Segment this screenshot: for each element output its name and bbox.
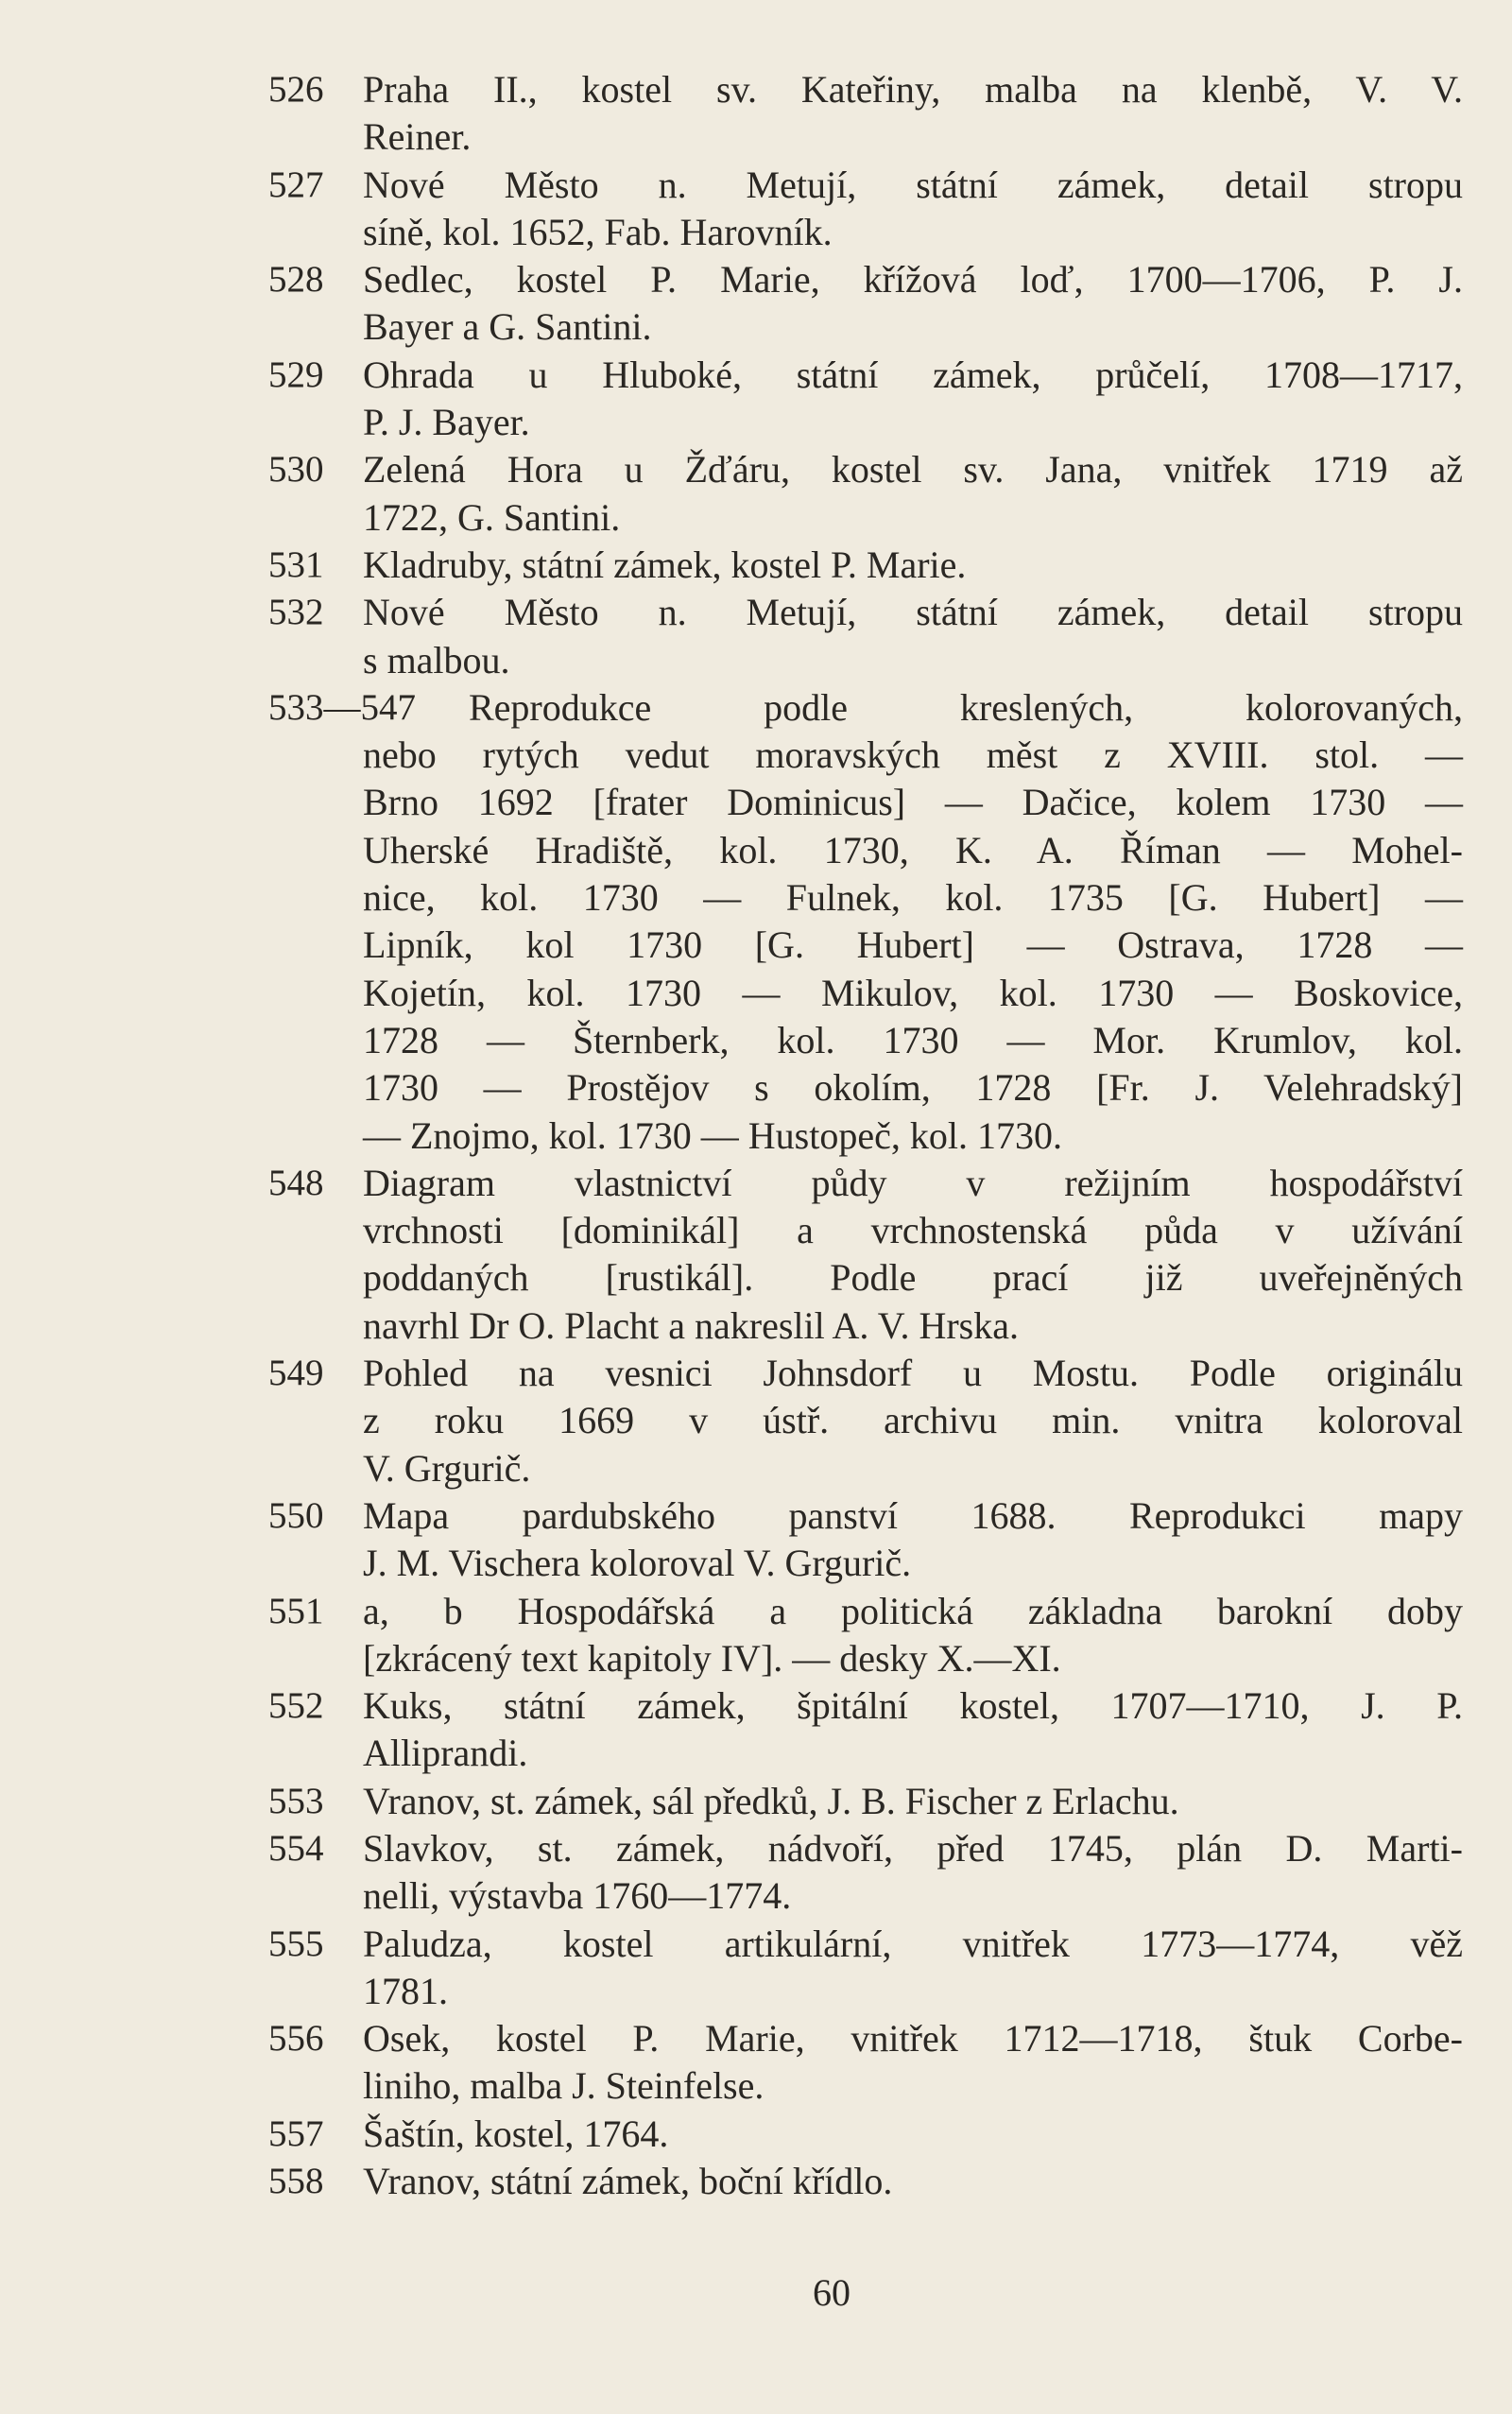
caption-line: J. M. Vischera koloroval V. Grgurič. [363, 1542, 912, 1585]
caption-line: Sedlec, kostel P. Marie, křížová loď, 1700—1706, P. J. [363, 258, 1463, 302]
caption-line: Pohled na vesnici Johnsdorf u Mostu. Podle originálu [363, 1352, 1463, 1395]
figure-number: 530 [268, 449, 324, 491]
caption-line: Kladruby, státní zámek, kostel P. Marie. [363, 543, 967, 586]
caption-line: Mapa pardubského panství 1688. Reprodukci mapy [363, 1493, 1463, 1537]
caption-entry [0, 542, 1512, 589]
caption-entry [0, 1492, 1512, 1588]
figure-number: 529 [268, 353, 324, 395]
caption-entry [0, 1778, 1512, 1825]
caption-line: vrchnosti [dominikál] a vrchnostenská půda v užívání [363, 1209, 1463, 1252]
caption-line: Paludza, kostel artikulární, vnitřek 1773—1774, věž [363, 1922, 1463, 1965]
caption-line: 1728 — Šternberk, kol. 1730 — Mor. Krumlov, kol. [363, 1018, 1463, 1061]
caption-line: Slavkov, st. zámek, nádvoří, před 1745, plán D. Marti- [363, 1826, 1463, 1870]
caption-entry [0, 1588, 1512, 1683]
caption-line: poddaných [rustikál]. Podle prací již uveřejněných [363, 1256, 1463, 1300]
figure-number: 558 [268, 2161, 324, 2202]
figure-number: 557 [268, 2112, 324, 2154]
caption-line: Alliprandi. [363, 1732, 528, 1775]
caption-line: Diagram vlastnictví půdy v režijním hospodářství [363, 1161, 1463, 1204]
figure-number: 553 [268, 1780, 324, 1821]
caption-entry [0, 1825, 1512, 1921]
caption-line: Šaštín, kostel, 1764. [363, 2112, 669, 2155]
figure-number: 528 [268, 259, 324, 301]
caption-line: Brno 1692 [frater Dominicus] — Dačice, kolem 1730 — [363, 781, 1463, 824]
caption-line: Osek, kostel P. Marie, vnitřek 1712—1718, štuk Corbe- [363, 2017, 1463, 2061]
caption-entry [0, 162, 1512, 257]
figure-number: 549 [268, 1353, 324, 1394]
caption-line: — Znojmo, kol. 1730 — Hustopeč, kol. 1730. [363, 1113, 1062, 1157]
caption-entry [0, 589, 1512, 684]
caption-line: Lipník, kol 1730 [G. Hubert] — Ostrava, 1728 — [363, 923, 1463, 967]
caption-entry [0, 1682, 1512, 1778]
caption-entry [0, 66, 1512, 162]
caption-line: P. J. Bayer. [363, 401, 530, 444]
figure-number: 551 [268, 1590, 324, 1631]
figure-number: 552 [268, 1685, 324, 1727]
caption-line: Uherské Hradiště, kol. 1730, K. A. Říman — Mohel- [363, 828, 1463, 871]
caption-line: síně, kol. 1652, Fab. Harovník. [363, 210, 833, 253]
caption-line: a, b Hospodářská a politická základna barokní doby [363, 1589, 1463, 1632]
figure-number: 531 [268, 543, 324, 585]
caption-line: Vranov, státní zámek, boční křídlo. [363, 2160, 893, 2203]
figure-number: 532 [268, 592, 324, 633]
caption-entry [0, 2111, 1512, 2158]
caption-line: 1781. [363, 1969, 448, 2012]
caption-line: liniho, malba J. Steinfelse. [363, 2064, 765, 2108]
figure-number: 550 [268, 1494, 324, 1536]
caption-line: Ohrada u Hluboké, státní zámek, průčelí, 1708—1717, [363, 353, 1463, 396]
caption-line: navrhl Dr O. Placht a nakreslil A. V. Hrska. [363, 1303, 1019, 1347]
caption-entry [0, 1921, 1512, 2016]
caption-line: 1730 — Prostějov s okolím, 1728 [Fr. J. Velehradský] [363, 1066, 1463, 1110]
figure-number: 556 [268, 2018, 324, 2060]
figure-number: 548 [268, 1162, 324, 1203]
page-number: 60 [813, 2271, 850, 2314]
caption-line: nebo rytých vedut moravských měst z XVIII. stol. — [363, 733, 1463, 777]
caption-line: nelli, výstavba 1760—1774. [363, 1874, 792, 1918]
caption-line: Bayer a G. Santini. [363, 305, 652, 349]
figure-number: 533—547 [268, 686, 416, 728]
caption-entry [0, 2158, 1512, 2205]
caption-line: Nové Město n. Metují, státní zámek, detail stropu [363, 163, 1463, 206]
caption-line: Kuks, státní zámek, špitální kostel, 1707—1710, J. P. [363, 1684, 1463, 1728]
caption-entry [0, 684, 1512, 1160]
caption-entry [0, 446, 1512, 542]
caption-line: V. Grgurič. [363, 1446, 531, 1490]
figure-number: 554 [268, 1827, 324, 1869]
figure-number: 527 [268, 164, 324, 205]
caption-line: Reprodukce podle kreslených, kolorovaných, [469, 685, 1463, 729]
caption-line: Vranov, st. zámek, sál předků, J. B. Fischer z Erlachu. [363, 1779, 1179, 1822]
caption-line: z roku 1669 v ústř. archivu min. vnitra koloroval [363, 1399, 1463, 1442]
caption-line: Kojetín, kol. 1730 — Mikulov, kol. 1730 — Boskovice, [363, 971, 1463, 1014]
caption-line: 1722, G. Santini. [363, 495, 621, 539]
caption-line: [zkrácený text kapitoly IV]. — desky X.—XI. [363, 1636, 1061, 1680]
caption-line: Reiner. [363, 115, 472, 159]
caption-line: Praha II., kostel sv. Kateřiny, malba na klenbě, V. V. [363, 68, 1463, 111]
caption-entry [0, 352, 1512, 447]
caption-line: Nové Město n. Metují, státní zámek, detail stropu [363, 591, 1463, 634]
figure-number: 526 [268, 69, 324, 110]
caption-entry [0, 2015, 1512, 2111]
caption-line: s malbou. [363, 638, 510, 681]
caption-line: nice, kol. 1730 — Fulnek, kol. 1735 [G. Hubert] — [363, 876, 1463, 920]
caption-entry [0, 1160, 1512, 1350]
caption-line: Zelená Hora u Žďáru, kostel sv. Jana, vnitřek 1719 až [363, 448, 1463, 491]
figure-number: 555 [268, 1923, 324, 1964]
caption-list [0, 66, 1512, 2205]
caption-entry [0, 256, 1512, 352]
caption-entry [0, 1350, 1512, 1492]
